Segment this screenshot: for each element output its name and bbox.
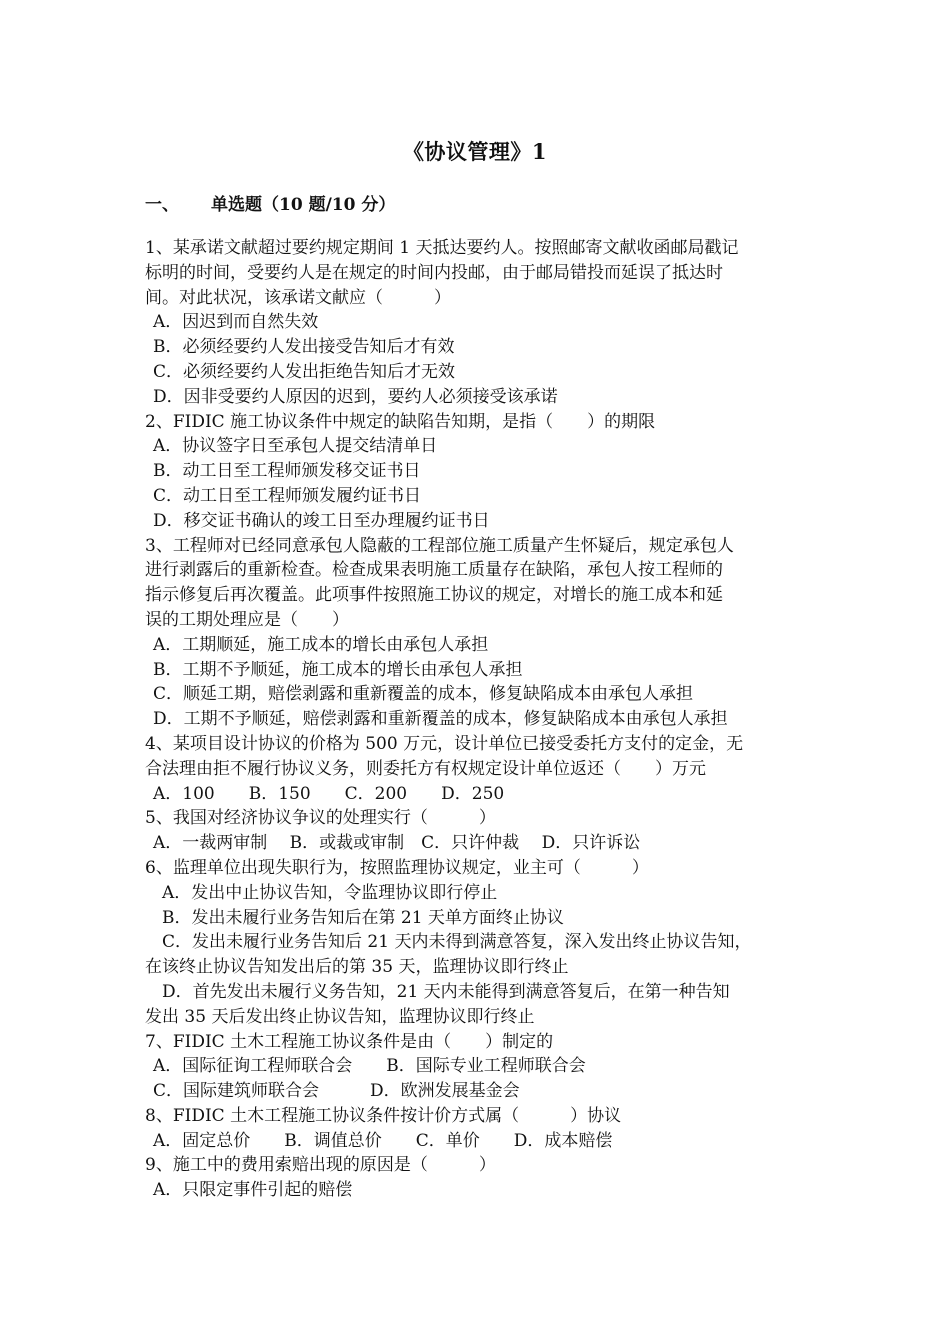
answer-option-line: B．必须经要约人发出接受告知后才有效	[153, 337, 455, 358]
answer-option-line: A．国际征询工程师联合会 B．国际专业工程师联合会	[153, 1056, 586, 1077]
question-text-line: 3、工程师对已经同意承包人隐蔽的工程部位施工质量产生怀疑后，规定承包人	[145, 535, 734, 556]
answer-option-line: A．固定总价 B．调值总价 C．单价 D．成本赔偿	[153, 1130, 613, 1151]
answer-option-line: A．发出中止协议告知，令监理协议即行停止	[162, 882, 498, 903]
question-text-line: 4、某项目设计协议的价格为 500 万元，设计单位已接受委托方支付的定金，无	[145, 733, 744, 754]
question-text-line: 1、某承诺文献超过要约规定期间 1 天抵达要约人。按照邮寄文献收函邮局戳记	[145, 238, 739, 258]
question-text-line: 指示修复后再次覆盖。此项事件按照施工协议的规定，对增长的施工成本和延	[145, 585, 723, 606]
answer-option-line: D．移交证书确认的竣工日至办理履约证书日	[153, 510, 490, 531]
answer-option-line: B．动工日至工程师颁发移交证书日	[153, 461, 421, 482]
question-text-line: 8、FIDIC 土木工程施工协议条件按计价方式属（ ）协议	[145, 1105, 622, 1126]
section-label: 单选题（10 题/10 分）	[211, 195, 396, 215]
answer-option-line: C．国际建筑师联合会 D．欧洲发展基金会	[153, 1081, 520, 1102]
question-text-line: 发出 35 天后发出终止协议告知，监理协议即行终止	[145, 1006, 535, 1027]
answer-option-line: A．只限定事件引起的赔偿	[153, 1180, 353, 1201]
question-text-line: 合法理由拒不履行协议义务，则委托方有权规定设计单位返还（ ）万元	[145, 758, 706, 779]
answer-option-line: B．发出未履行业务告知后在第 21 天单方面终止协议	[162, 907, 564, 928]
answer-option-line: B．工期不予顺延，施工成本的增长由承包人承担	[153, 659, 523, 680]
answer-option-line: C．动工日至工程师颁发履约证书日	[153, 485, 422, 506]
question-text-line: 标明的时间，受要约人是在规定的时间内投邮，由于邮局错投而延误了抵达时	[145, 262, 723, 283]
question-body	[145, 236, 815, 1203]
question-text-line: 间。对此状况，该承诺文献应（ ）	[145, 287, 451, 308]
answer-option-line: D．工期不予顺延，赔偿剥露和重新覆盖的成本，修复缺陷成本由承包人承担	[153, 709, 728, 730]
question-text-line: 误的工期处理应是（ ）	[145, 609, 349, 630]
answer-option-line: A．100 B．150 C．200 D．250	[153, 783, 505, 804]
question-text-line: 5、我国对经济协议争议的处理实行（ ）	[145, 808, 496, 829]
answer-option-line: A．一裁两审制 B．或裁或审制 C．只许仲裁 D．只许诉讼	[153, 833, 641, 854]
question-text-line: 进行剥露后的重新检查。检查成果表明施工质量存在缺陷，承包人按工程师的	[145, 560, 723, 581]
question-text-line: 7、FIDIC 土木工程施工协议条件是由（ ）制定的	[145, 1031, 554, 1052]
answer-option-line: A．协议签字日至承包人提交结清单日	[153, 436, 438, 457]
document-title: 《协议管理》1	[402, 139, 548, 164]
answer-option-line: C．顺延工期，赔偿剥露和重新覆盖的成本，修复缺陷成本由承包人承担	[153, 684, 694, 705]
question-text-line: 在该终止协议告知发出后的第 35 天，监理协议即行终止	[145, 957, 569, 978]
answer-option-line: A．工期顺延，施工成本的增长由承包人承担	[153, 634, 489, 655]
section-heading	[145, 190, 395, 215]
question-text-line: 9、施工中的费用索赔出现的原因是（ ）	[145, 1155, 496, 1176]
question-text-line: 2、FIDIC 施工协议条件中规定的缺陷告知期，是指（ ）的期限	[145, 411, 656, 432]
answer-option-line: C．发出未履行业务告知后 21 天内未得到满意答复，深入发出终止协议告知，	[162, 932, 752, 953]
answer-option-line: D．首先发出未履行义务告知，21 天内未能得到满意答复后，在第一种告知	[162, 981, 730, 1002]
question-text-line: 6、监理单位出现失职行为，按照监理协议规定，业主可（ ）	[145, 857, 649, 878]
answer-option-line: A．因迟到而自然失效	[153, 312, 319, 333]
answer-option-line: D．因非受要约人原因的迟到，要约人必须接受该承诺	[153, 386, 558, 407]
section-number: 一、	[145, 195, 179, 215]
answer-option-line: C．必须经要约人发出拒绝告知后才无效	[153, 361, 456, 382]
